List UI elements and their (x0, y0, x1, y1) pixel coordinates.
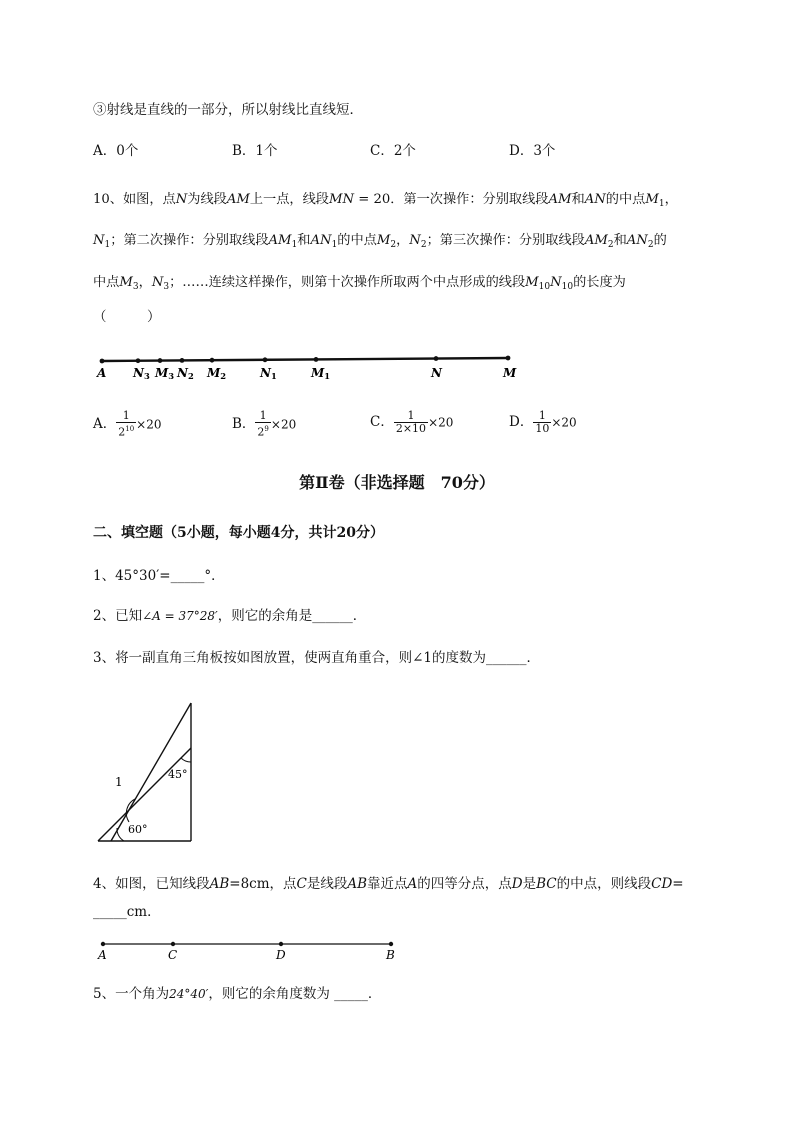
fill-section-title: 二、填空题（5小题，每小题4分，共计20分） (93, 525, 384, 541)
fill-q2: 2、已知∠A = 37°28′，则它的余角是______． (93, 608, 367, 624)
fill-q3: 3、将一副直角三角板按如图放置，使两直角重合，则∠1的度数为______． (93, 650, 540, 666)
q10-option-d[interactable]: D． $\frac{1}{10}$ ×20 (509, 409, 577, 435)
point-m1-dot (314, 357, 319, 362)
fill-q5: 5、一个角为24°40′，则它的余角度数为 _____． (93, 986, 382, 1002)
point-n-label: N (431, 366, 442, 380)
point-d-label: D (276, 948, 286, 962)
point-m3-dot (158, 358, 163, 363)
point-n3-label: N3 (133, 366, 150, 381)
q10-option-a[interactable]: A． $\frac{1}{2^{10}}$ ×20 (93, 409, 162, 439)
point-n2-dot (180, 358, 185, 363)
q3-angle-1-label: 1 (115, 775, 123, 789)
q10-line-2: $N_1$；第二次操作：分别取线段$AM_1$和$AN_1$的中点$M_2$，$N_2$；第三次操作：分别取线段$AM_2$和$AN_2$的 (93, 233, 667, 250)
q9-statement-3: ③射线是直线的一部分，所以射线比直线短． (93, 102, 363, 118)
fill-q1: 1、45°30′=_____°． (93, 568, 225, 584)
q10-option-b[interactable]: B． $\frac{1}{2^9}$ ×20 (232, 409, 297, 439)
point-n1-label: N1 (260, 366, 277, 381)
point-b-dot (389, 942, 393, 946)
point-b-label: B (386, 948, 395, 962)
point-m-label: M (503, 366, 517, 380)
point-a-dot (100, 359, 105, 364)
point-m-dot (506, 356, 511, 361)
point-c-label: C (168, 948, 178, 962)
point-a-label: A (98, 948, 107, 962)
q10-segment-figure (90, 350, 520, 382)
q10-line-1: 10、如图，点N为线段AM上一点，线段MN = 20．第一次操作：分别取线段AM和AN的中点$M_1$， (93, 192, 678, 209)
q9-option-c[interactable]: C．2个 (370, 143, 416, 159)
point-m3-label: M3 (155, 366, 175, 381)
q10-line-3: 中点$M_3$，$N_3$；……连续这样操作，则第十次操作所取两个中点形成的线段$M_{10}N_{10}$的长度为 (93, 275, 626, 292)
point-m2-dot (210, 358, 215, 363)
point-n-dot (434, 356, 439, 361)
point-a-dot (101, 942, 105, 946)
point-d-dot (279, 942, 283, 946)
point-a-label: A (97, 366, 107, 380)
q10-answer-paren: （ ） (93, 309, 161, 325)
q3-angle-45-label: 45° (168, 768, 188, 781)
q3-angle-60-label: 60° (128, 823, 148, 836)
part-2-heading: 第Ⅱ卷（非选择题 70分） (299, 473, 495, 492)
fill-q4-line-1: 4、如图，已知线段AB=8cm，点C是线段AB靠近点A的四等分点，点D是BC的中点，则线段CD= (93, 876, 684, 892)
q9-option-d[interactable]: D．3个 (509, 143, 556, 159)
point-c-dot (171, 942, 175, 946)
q9-option-b[interactable]: B．1个 (232, 143, 278, 159)
q3-triangle-figure (95, 700, 200, 845)
point-n1-dot (263, 357, 268, 362)
point-m1-label: M1 (311, 366, 331, 381)
fill-q4-line-2: _____cm． (93, 904, 161, 920)
point-n3-dot (136, 358, 141, 363)
point-m2-label: M2 (207, 366, 227, 381)
q10-option-c[interactable]: C． $\frac{1}{2\times 10}$ ×20 (370, 409, 454, 435)
q4-segment-figure (92, 936, 402, 964)
point-n2-label: N2 (177, 366, 194, 381)
q9-option-a[interactable]: A．0个 (93, 143, 139, 159)
